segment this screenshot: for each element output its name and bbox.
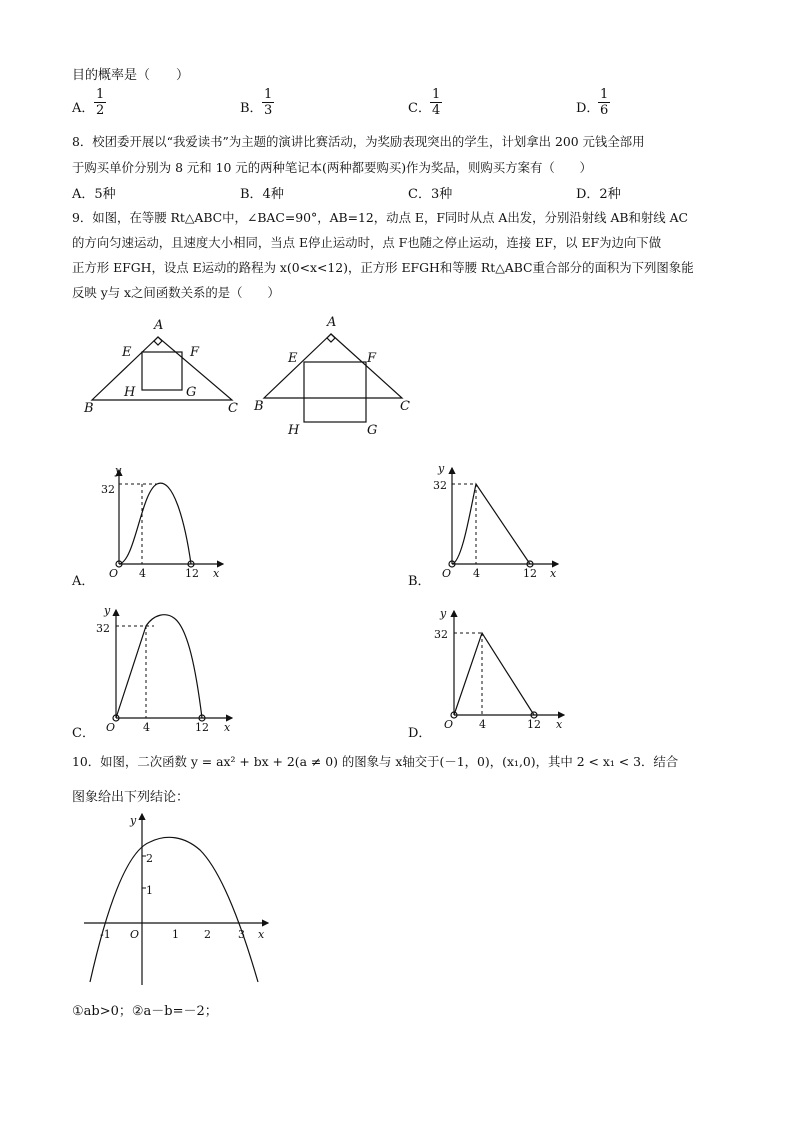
q9-line2: 的方向匀速运动，且速度大小相同，当点 E停止运动时，点 F也随之停止运动，连接 EF，以 EF为边向下做 bbox=[72, 235, 662, 250]
q7-option-b-den: 3 bbox=[264, 103, 273, 118]
graph-a-x: x bbox=[213, 567, 220, 580]
graph-d-x: x bbox=[556, 718, 563, 731]
q7-option-d-label: D． bbox=[576, 101, 600, 116]
q9-option-c: C． bbox=[72, 726, 95, 741]
fig1-label-h: H bbox=[124, 385, 136, 400]
q7-option-d-den: 6 bbox=[600, 103, 609, 118]
graph-d-32: 32 bbox=[434, 628, 448, 641]
q9-line4: 反映 y与 x之间函数关系的是（ ） bbox=[72, 285, 280, 300]
q8-line2: 于购买单价分别为 8 元和 10 元的两种笔记本(两种都要购买)作为奖品，则购买方案有（ ） bbox=[72, 160, 592, 175]
q9-graph-b bbox=[430, 462, 570, 587]
q8-option-a: A．5种 bbox=[72, 187, 116, 202]
graph-d-12: 12 bbox=[527, 718, 541, 731]
fig2-label-c: C bbox=[400, 399, 410, 414]
q7-option-d-fraction bbox=[598, 87, 610, 118]
q10-graph-y1: 1 bbox=[146, 884, 153, 897]
fig2-label-f: F bbox=[367, 351, 377, 366]
q7-option-a-num: 1 bbox=[96, 87, 105, 102]
graph-b-y: y bbox=[438, 462, 445, 475]
q9-graph-c bbox=[92, 600, 242, 735]
q9-line3: 正方形 EFGH，设点 E运动的路程为 x(0<x<12)，正方形 EFGH和等腰 Rt△ABC重合部分的面积为下列图象能 bbox=[72, 260, 694, 275]
q10-graph-o: O bbox=[130, 928, 140, 941]
q8-option-d: D．2种 bbox=[576, 187, 621, 202]
q9-graph-d bbox=[430, 605, 575, 735]
fig1-label-f: F bbox=[190, 345, 200, 360]
q10-graph-2: 2 bbox=[204, 928, 211, 941]
q7-option-d-num: 1 bbox=[600, 87, 609, 102]
q9-triangle-figure-2 bbox=[250, 312, 420, 442]
graph-c-x: x bbox=[224, 721, 231, 734]
graph-a-o: O bbox=[109, 567, 119, 580]
graph-b-32: 32 bbox=[433, 479, 447, 492]
q10-graph-neg1: -1 bbox=[100, 928, 111, 941]
q10-graph-x: x bbox=[258, 928, 265, 941]
graph-d-o: O bbox=[444, 718, 454, 731]
q10-conclusions: ①ab>0；②a－b=－2； bbox=[72, 1004, 218, 1019]
graph-c-12: 12 bbox=[195, 721, 209, 734]
q10-line1: 10．如图，二次函数 y = ax² + bx + 2(a ≠ 0) 的图象与 x轴交于(－1，0)，(x₁,0)，其中 2 < x₁ < 3．结合 bbox=[72, 754, 679, 769]
q7-option-c-num: 1 bbox=[432, 87, 441, 102]
graph-c-4: 4 bbox=[143, 721, 150, 734]
fig2-label-b: B bbox=[254, 399, 264, 414]
q10-line2: 图象给出下列结论： bbox=[72, 790, 190, 805]
graph-a-32: 32 bbox=[101, 483, 115, 496]
graph-d-y: y bbox=[440, 607, 447, 620]
q7-option-a-fraction bbox=[94, 87, 106, 118]
q7-option-b-label: B． bbox=[240, 101, 263, 116]
fig1-label-c: C bbox=[228, 401, 238, 416]
fig2-label-a: A bbox=[327, 315, 337, 330]
graph-d-4: 4 bbox=[479, 718, 486, 731]
q7-option-c-label: C． bbox=[408, 101, 431, 116]
graph-c-y: y bbox=[104, 604, 111, 617]
q7-option-a-den: 2 bbox=[96, 103, 105, 118]
graph-a-4: 4 bbox=[139, 567, 146, 580]
graph-a-y: y bbox=[115, 464, 122, 477]
graph-b-12: 12 bbox=[523, 567, 537, 580]
q9-triangle-figure-1 bbox=[80, 312, 250, 422]
fig1-label-a: A bbox=[154, 318, 164, 333]
graph-a-12: 12 bbox=[185, 567, 199, 580]
q10-graph-y: y bbox=[130, 814, 137, 827]
fig1-label-g: G bbox=[186, 385, 197, 400]
graph-c-o: O bbox=[106, 721, 116, 734]
fig2-label-g: G bbox=[367, 423, 378, 438]
graph-b-4: 4 bbox=[473, 567, 480, 580]
q10-parabola-graph bbox=[80, 810, 280, 990]
q7-option-a-label: A． bbox=[72, 101, 95, 116]
fig1-label-e: E bbox=[122, 345, 132, 360]
fig1-label-b: B bbox=[84, 401, 94, 416]
q7-option-c-fraction bbox=[430, 87, 442, 118]
q7-option-c-den: 4 bbox=[432, 103, 441, 118]
q8-option-c: C．3种 bbox=[408, 187, 453, 202]
q9-option-d: D． bbox=[408, 726, 432, 741]
q10-graph-y2: 2 bbox=[146, 852, 153, 865]
q9-option-b: B． bbox=[408, 574, 431, 589]
q9-graph-a bbox=[95, 462, 235, 587]
q9-option-a: A． bbox=[72, 574, 95, 589]
q8-option-b: B．4种 bbox=[240, 187, 284, 202]
graph-b-x: x bbox=[550, 567, 557, 580]
q7-text: 目的概率是（ ） bbox=[72, 68, 190, 83]
q9-line1: 9．如图，在等腰 Rt△ABC中，∠BAC=90°，AB=12，动点 E，F同时从点 A出发，分别沿射线 AB和射线 AC bbox=[72, 210, 689, 225]
graph-c-32: 32 bbox=[96, 622, 110, 635]
fig2-label-h: H bbox=[288, 423, 300, 438]
graph-b-o: O bbox=[442, 567, 452, 580]
q7-option-b-num: 1 bbox=[264, 87, 273, 102]
q7-option-b-fraction bbox=[262, 87, 274, 118]
q10-graph-3: 3 bbox=[238, 928, 245, 941]
q8-line1: 8．校团委开展以“我爱读书”为主题的演讲比赛活动，为奖励表现突出的学生，计划拿出 200 元钱全部用 bbox=[72, 134, 645, 149]
q10-graph-1: 1 bbox=[172, 928, 179, 941]
fig2-label-e: E bbox=[288, 351, 298, 366]
